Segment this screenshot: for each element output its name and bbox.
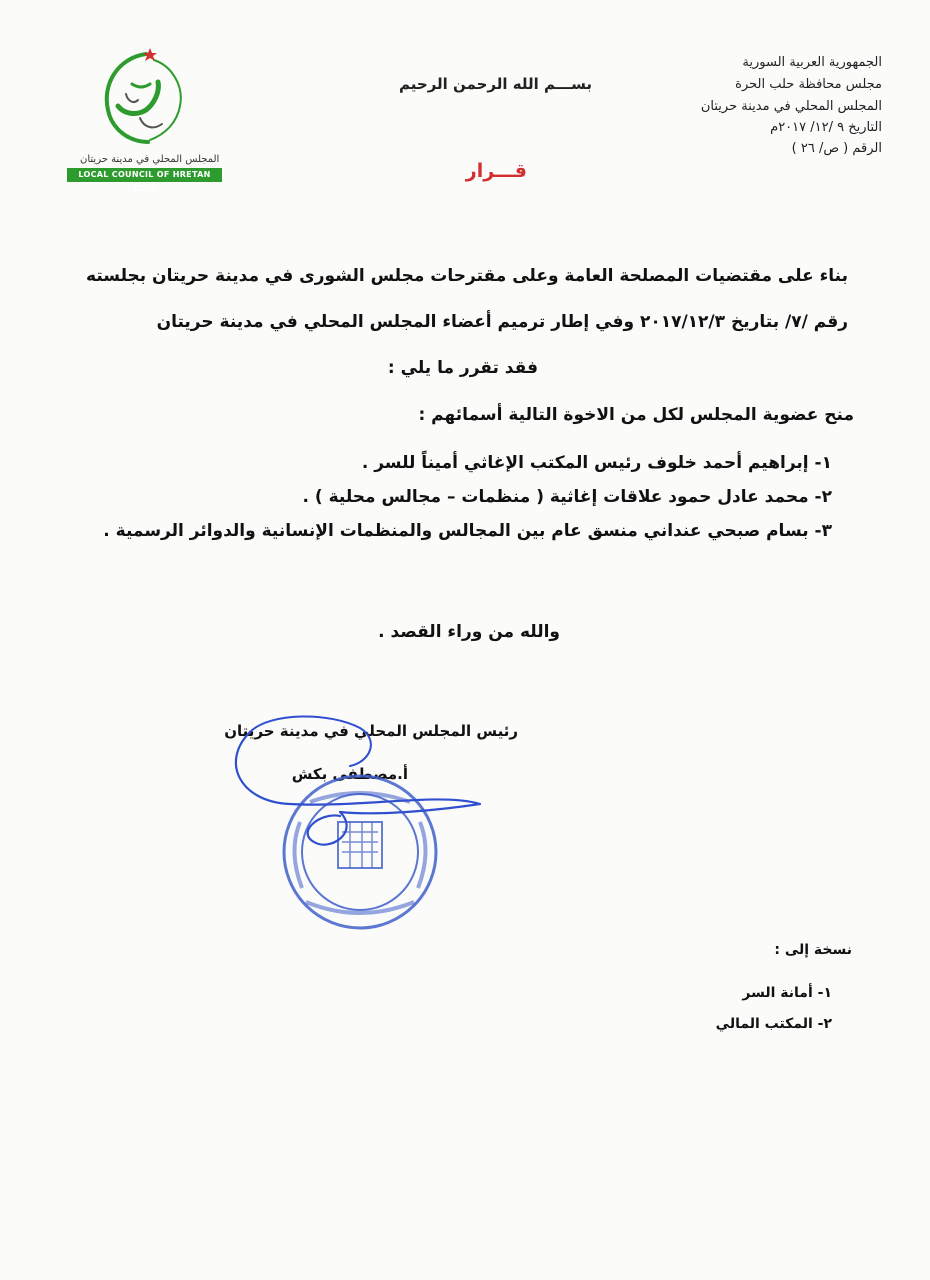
body-paragraph-line-1: بناء على مقتضيات المصلحة العامة وعلى مقترحات مجلس الشورى في مدينة حريتان بجلسته — [86, 266, 848, 286]
header-date: التاريخ ٩ /١٢/ ٢٠١٧م — [770, 120, 882, 135]
header-governorate: مجلس محافظة حلب الحرة — [735, 77, 882, 92]
basmala: بســـم الله الرحمن الرحيم — [399, 75, 592, 93]
copies-heading: نسخة إلى : — [774, 942, 852, 958]
logo-arabic-caption: المجلس المحلي في مدينة حريتان — [80, 154, 220, 165]
grant-membership-line: منح عضوية المجلس لكل من الاخوة التالية أسمائهم : — [418, 405, 854, 425]
member-item: ١- إبراهيم أحمد خلوف رئيس المكتب الإغاثي أميناً للسر . — [361, 453, 832, 473]
closing-phrase: والله من وراء القصد . — [378, 622, 560, 642]
official-stamp — [210, 692, 510, 932]
logo-english-caption: LOCAL COUNCIL OF HRETAN CITY — [67, 168, 222, 182]
header-reference-number: الرقم ( ص/ ٢٦ ) — [791, 141, 882, 156]
copy-item: ١- أمانة السر — [742, 985, 832, 1001]
copy-item: ٢- المكتب المالي — [715, 1016, 832, 1032]
member-item: ٣- بسام صبحي عنداني منسق عام بين المجالس والمنظمات الإنسانية والدوائر الرسمية . — [103, 521, 832, 541]
signatory-title: رئيس المجلس المحلي في مدينة حريتان — [224, 722, 518, 740]
member-item: ٢- محمد عادل حمود علاقات إغاثية ( منظمات – مجالس محلية ) . — [302, 487, 832, 507]
signatory-name: أ.مصطفى بكش — [291, 765, 408, 783]
header-country: الجمهورية العربية السورية — [742, 55, 882, 70]
header-council: المجلس المحلي في مدينة حريتان — [700, 99, 882, 114]
council-logo — [88, 44, 198, 154]
decision-intro: فقد تقرر ما يلي : — [387, 358, 538, 378]
document-title: قـــرار — [465, 160, 527, 182]
body-paragraph-line-2: رقم /٧/ بتاريخ ٢٠١٧/١٢/٣ وفي إطار ترميم أعضاء المجلس المحلي في مدينة حريتان — [156, 312, 848, 332]
